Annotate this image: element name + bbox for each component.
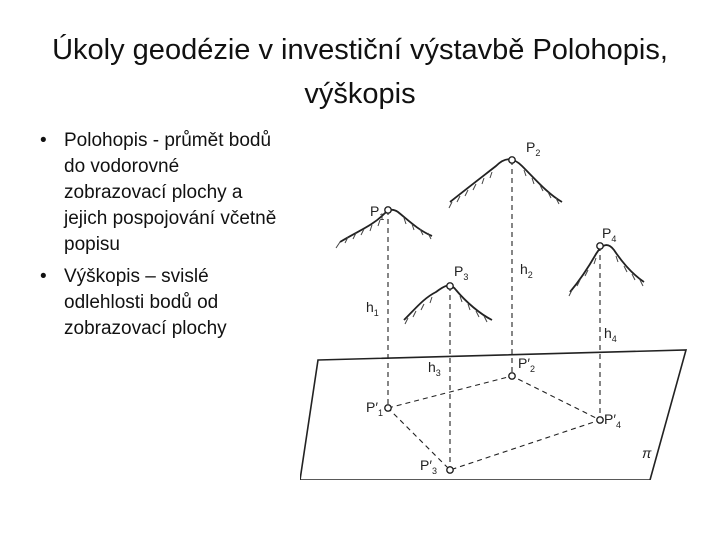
bullet-text: Výškopis – svislé odlehlosti bodů od zobrazovací plochy bbox=[64, 266, 227, 339]
point-p3-projection bbox=[447, 467, 453, 473]
point-p2 bbox=[509, 157, 515, 163]
slide-title-line1: Úkoly geodézie v investiční výstavbě Polohopis, bbox=[52, 34, 668, 66]
hill-p3 bbox=[404, 286, 492, 320]
label-p3: $P_3$ bbox=[454, 263, 469, 282]
label-p4-projection: $P'_4$ bbox=[604, 411, 621, 430]
hill-p2 bbox=[450, 159, 562, 202]
hill-p4-hatching bbox=[569, 256, 643, 296]
label-plane-pi: π bbox=[642, 445, 652, 461]
bullet-dot-icon: • bbox=[40, 266, 47, 287]
bullet-dot-icon: • bbox=[40, 130, 47, 151]
point-p4 bbox=[597, 243, 603, 249]
slide-title bbox=[30, 28, 690, 116]
projection-plane bbox=[300, 350, 686, 480]
point-p1 bbox=[385, 207, 391, 213]
label-p3-projection: $P'_3$ bbox=[420, 457, 437, 476]
point-p4-projection bbox=[597, 417, 603, 423]
label-p1-projection: $P'_1$ bbox=[366, 399, 383, 418]
hill-p1-hatching bbox=[336, 218, 431, 248]
projection-diagram bbox=[300, 130, 700, 480]
label-p4: $P_4$ bbox=[602, 225, 617, 244]
label-h1: $h_1$ bbox=[366, 299, 379, 318]
hill-p3-hatching bbox=[405, 296, 487, 324]
bullet-text: Polohopis - průmět bodů do vodorovné zobrazovací plochy a jejich pospojování včetně popisu bbox=[64, 130, 277, 255]
bullet-polohopis bbox=[40, 128, 280, 258]
label-p2-projection: $P'_2$ bbox=[518, 355, 535, 374]
projection-polygon bbox=[388, 376, 600, 470]
label-h4: $h_4$ bbox=[604, 325, 617, 344]
point-p1-projection bbox=[385, 405, 391, 411]
slide-title-line2: výškopis bbox=[304, 78, 416, 110]
label-p1: $P_1$ bbox=[370, 203, 385, 222]
label-p2: $P_2$ bbox=[526, 139, 541, 158]
hill-p4 bbox=[570, 245, 644, 292]
bullet-vyskopis bbox=[40, 264, 280, 342]
point-p3 bbox=[447, 283, 453, 289]
point-p2-projection bbox=[509, 373, 515, 379]
bullet-list bbox=[40, 128, 280, 342]
label-h2: $h_2$ bbox=[520, 261, 533, 280]
label-h3: $h_3$ bbox=[428, 359, 441, 378]
